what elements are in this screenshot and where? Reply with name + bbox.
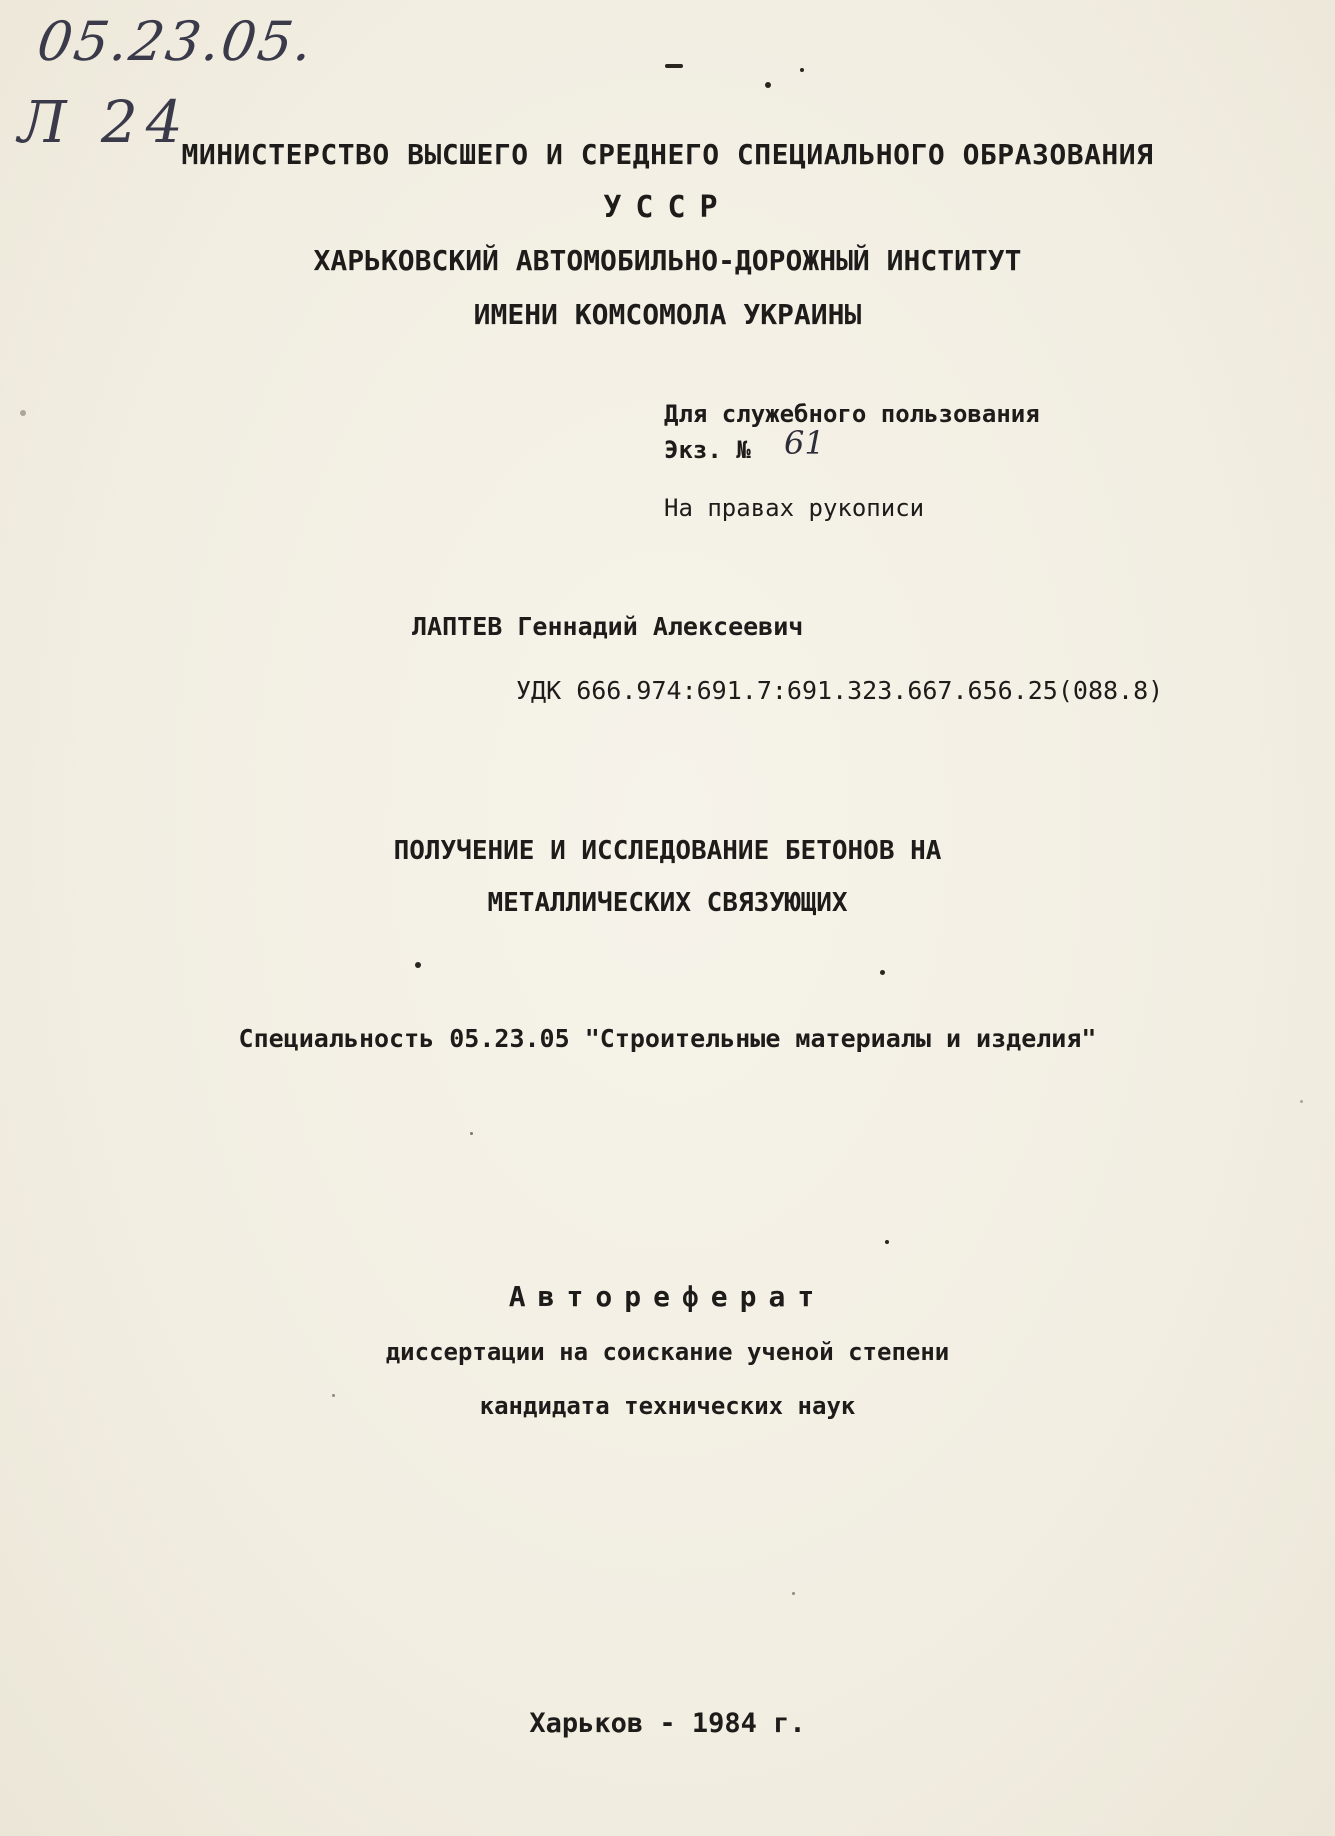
ministry-heading: МИНИСТЕРСТВО ВЫСШЕГО И СРЕДНЕГО СПЕЦИАЛЬНОГО ОБРАЗОВАНИЯ	[181, 138, 1154, 171]
paper-speck	[20, 410, 26, 416]
dissertation-title-line-1: ПОЛУЧЕНИЕ И ИССЛЕДОВАНИЕ БЕТОНОВ НА	[393, 836, 942, 866]
paper-speck	[765, 82, 771, 88]
abstract-heading: Автореферат	[508, 1280, 827, 1313]
author-name: ЛАПТЕВ Геннадий Алексеевич	[412, 612, 804, 641]
manuscript-note: На правах рукописи	[664, 494, 925, 522]
paper-speck	[792, 1592, 795, 1595]
paper-speck	[800, 68, 804, 72]
paper-speck	[885, 1240, 889, 1244]
paper-speck	[415, 962, 421, 968]
handwritten-specialty-code: 05.23.05.	[33, 10, 319, 73]
copy-number-label: Экз. №	[664, 436, 751, 464]
handwritten-copy-number: 61	[784, 424, 825, 462]
institute-named-after: ИМЕНИ КОМСОМОЛА УКРАИНЫ	[473, 298, 862, 331]
paper-speck	[665, 64, 683, 68]
official-use-note: Для служебного пользования	[664, 400, 1040, 428]
abstract-line-1: диссертации на соискание ученой степени	[385, 1338, 950, 1366]
specialty-line: Специальность 05.23.05 "Строительные материалы и изделия"	[238, 1024, 1097, 1053]
handwritten-shelf-mark: Л 24	[18, 88, 191, 156]
abstract-line-2: кандидата технических наук	[479, 1392, 856, 1420]
paper-speck	[1300, 1100, 1303, 1103]
republic-heading: УССР	[603, 190, 732, 225]
paper-speck	[332, 1394, 335, 1397]
institute-heading: ХАРЬКОВСКИЙ АВТОМОБИЛЬНО-ДОРОЖНЫЙ ИНСТИТУТ	[313, 244, 1022, 277]
city-year: Харьков - 1984 г.	[529, 1708, 806, 1739]
udk-code: УДК 666.974:691.7:691.323.667.656.25(088.8)	[516, 676, 1164, 705]
paper-speck	[470, 1132, 473, 1135]
dissertation-title-line-2: МЕТАЛЛИЧЕСКИХ СВЯЗУЮЩИХ	[487, 888, 848, 918]
paper-speck	[880, 970, 885, 975]
